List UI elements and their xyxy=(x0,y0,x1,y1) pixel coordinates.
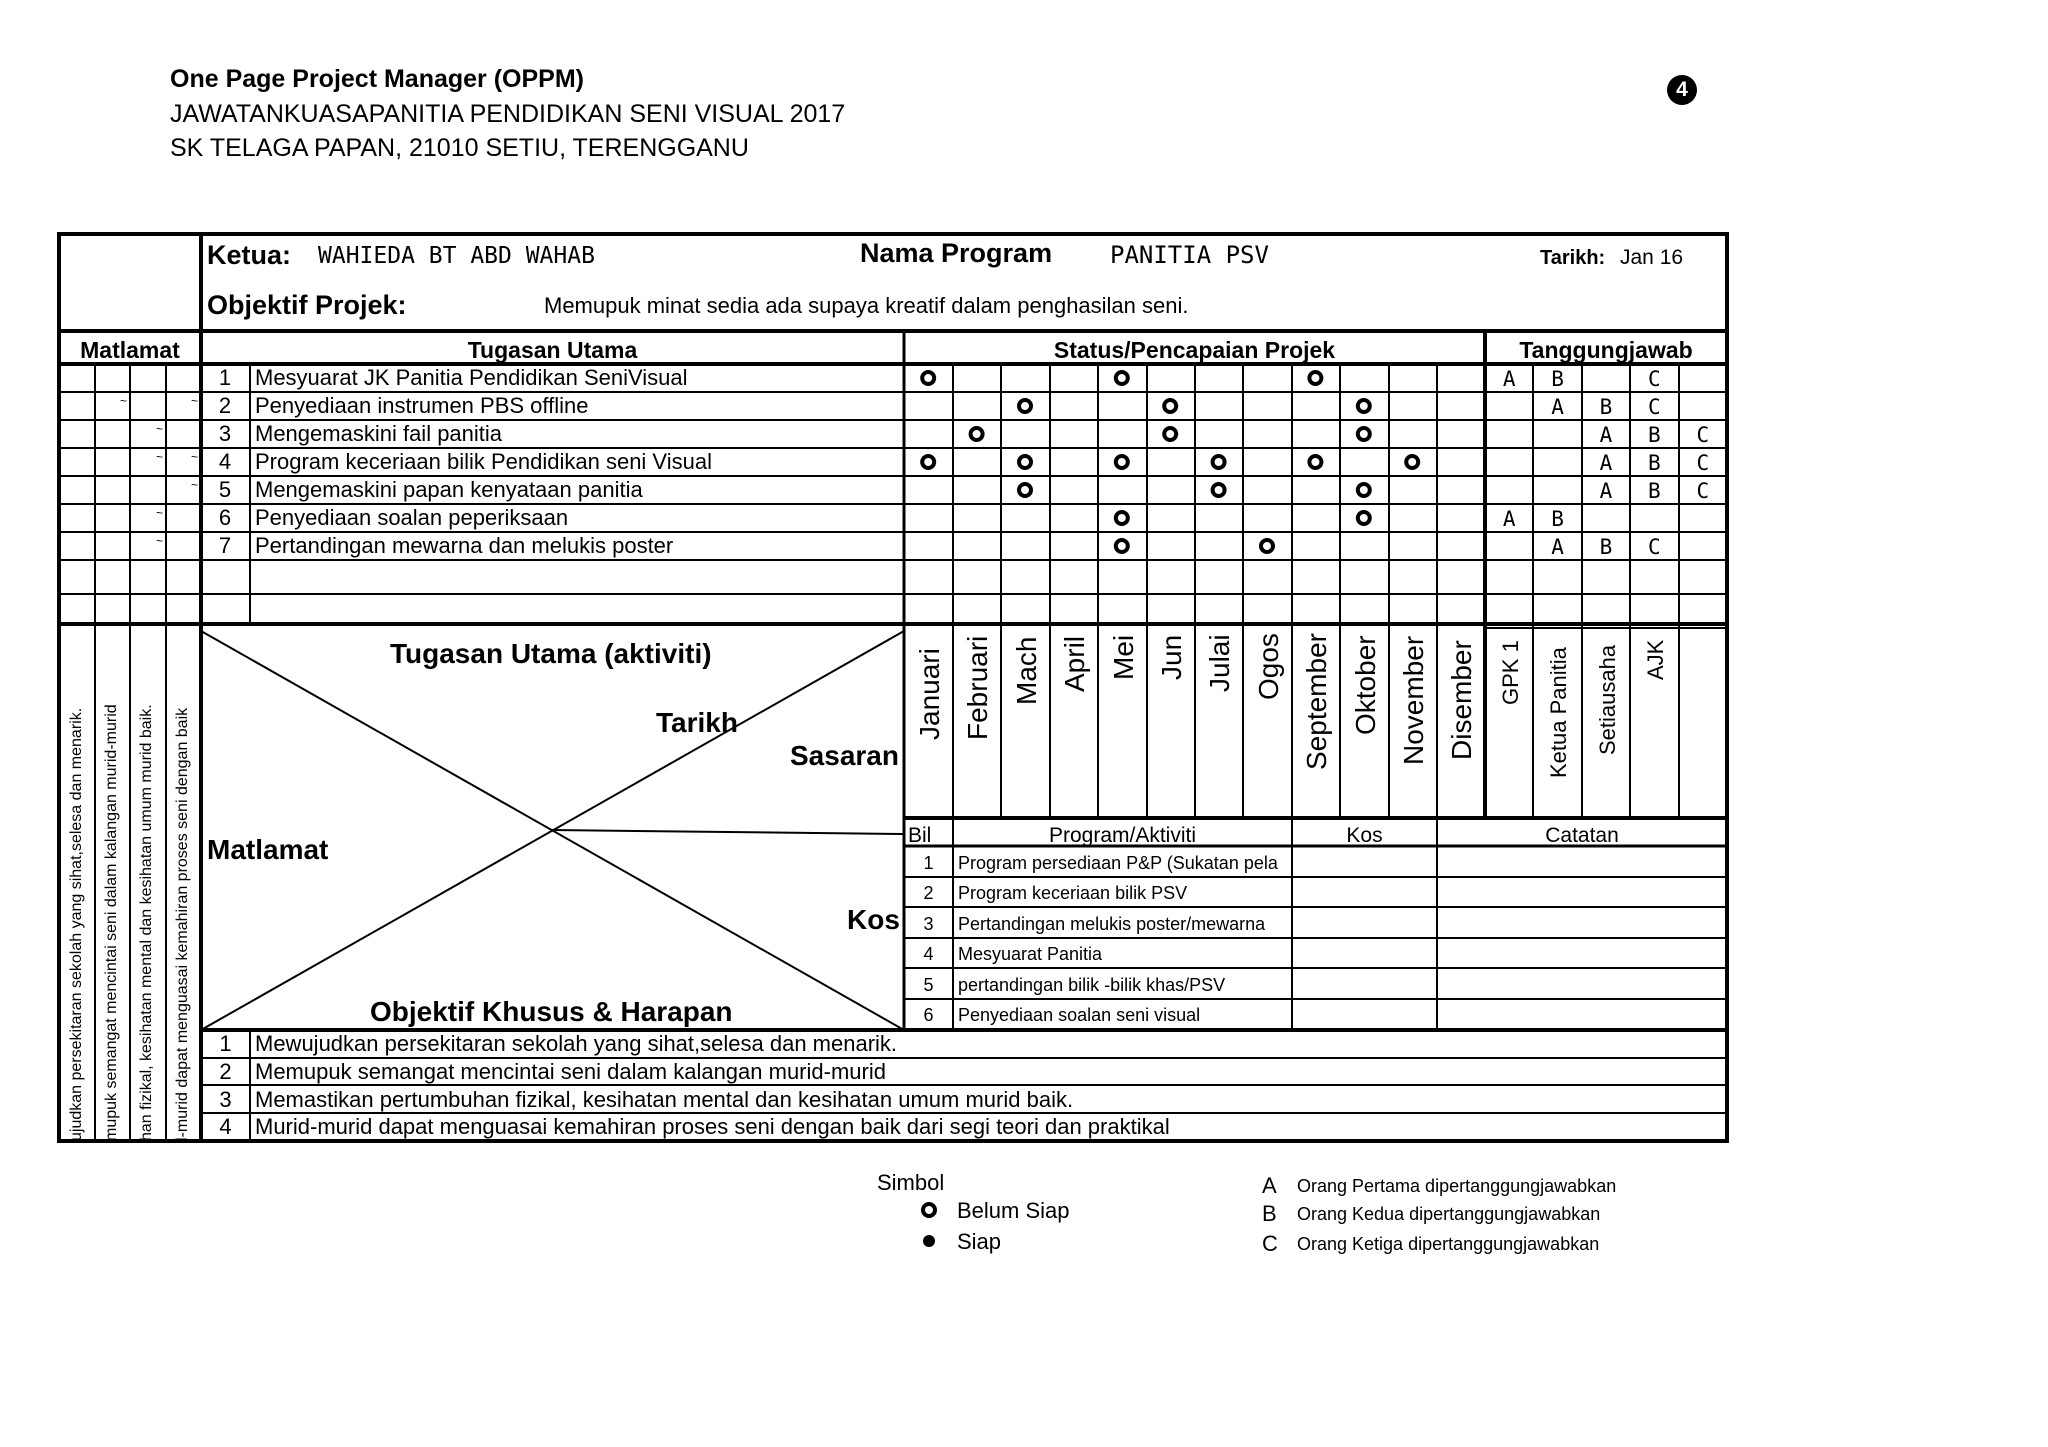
month-label: April xyxy=(1059,635,1090,692)
month-label: Julai xyxy=(1204,634,1235,692)
objektif-value: Memupuk minat sedia ada supaya kreatif dalam penghasilan seni. xyxy=(544,293,1189,318)
objective-no: 3 xyxy=(219,1087,232,1112)
responsibility-letter: C xyxy=(1648,535,1661,559)
program-row-name: Mesyuarat Panitia xyxy=(958,944,1103,964)
legend-b-key: B xyxy=(1262,1201,1277,1226)
ketua-value: WAHIEDA BT ABD WAHAB xyxy=(318,243,595,269)
legend-a-key: A xyxy=(1262,1173,1277,1198)
task-name: Penyediaan soalan peperiksaan xyxy=(255,505,569,530)
legend-siap: Siap xyxy=(957,1229,1002,1254)
matlamat-header: Matlamat xyxy=(80,337,180,363)
matlamat-goal-2: mupuk semangat mencintai seni dalam kalangan murid-murid xyxy=(103,704,120,1141)
role-label: Setiausaha xyxy=(1595,644,1620,755)
task-name: Program keceriaan bilik Pendidikan seni Visual xyxy=(255,449,712,474)
task-name: Mesyuarat JK Panitia Pendidikan SeniVisual xyxy=(255,365,688,390)
program-row-bil: 2 xyxy=(923,883,934,903)
document-title: One Page Project Manager (OPPM) xyxy=(170,65,584,93)
responsibility-letter: C xyxy=(1696,451,1710,475)
month-label: Jun xyxy=(1156,634,1187,680)
legend-c-key: C xyxy=(1262,1231,1278,1256)
diagram-tugasan-label: Tugasan Utama (aktiviti) xyxy=(390,638,712,669)
role-label: AJK xyxy=(1643,639,1668,680)
matlamat-link-mark: ~ xyxy=(155,422,163,436)
objective-no: 4 xyxy=(219,1114,232,1139)
school-address: SK TELAGA PAPAN, 21010 SETIU, TERENGGANU xyxy=(170,134,749,162)
diagram-kos-label: Kos xyxy=(847,904,900,935)
matlamat-link-mark: ~ xyxy=(155,534,163,548)
task-name: Mengemaskini fail panitia xyxy=(255,421,503,446)
responsibility-letter: B xyxy=(1648,451,1661,475)
responsibility-letter: B xyxy=(1599,535,1613,559)
ketua-label: Ketua: xyxy=(207,240,292,270)
responsibility-letter: B xyxy=(1648,423,1661,447)
legend-a-text: Orang Pertama dipertanggungjawabkan xyxy=(1297,1176,1617,1196)
responsibility-letter: A xyxy=(1599,451,1613,475)
responsibility-letter: B xyxy=(1599,395,1613,419)
legend-b-text: Orang Kedua dipertanggungjawabkan xyxy=(1297,1204,1601,1224)
month-label: Disember xyxy=(1446,640,1477,760)
month-label: November xyxy=(1398,635,1429,765)
diagram-tarikh-label: Tarikh xyxy=(656,707,738,738)
responsibility-letter: A xyxy=(1502,507,1516,531)
task-no: 5 xyxy=(218,477,232,502)
month-label: Mach xyxy=(1011,636,1042,705)
program-row-bil: 5 xyxy=(923,975,934,995)
diagram-objektif-label: Objektif Khusus & Harapan xyxy=(370,996,733,1027)
program-row-bil: 4 xyxy=(923,944,934,964)
legend-c-text: Orang Ketiga dipertanggungjawabkan xyxy=(1297,1234,1600,1254)
task-no: 7 xyxy=(218,533,232,558)
matlamat-goal-3: han fizikal, kesihatan mental dan kesihatan umum murid baik. xyxy=(138,704,155,1141)
matlamat-link-mark: ~ xyxy=(190,450,198,464)
program-table-catatan-header: Catatan xyxy=(1545,824,1619,847)
task-no: 3 xyxy=(218,421,232,446)
program-row-bil: 1 xyxy=(923,853,934,873)
task-no: 6 xyxy=(218,505,232,530)
program-row-name: Penyediaan soalan seni visual xyxy=(958,1005,1201,1025)
matlamat-link-mark: ~ xyxy=(119,394,127,408)
tugasan-header: Tugasan Utama xyxy=(467,337,638,363)
month-label: Ogos xyxy=(1253,633,1284,700)
tarikh-label: Tarikh: xyxy=(1540,247,1606,269)
responsibility-letter: B xyxy=(1551,507,1564,531)
matlamat-link-mark: ~ xyxy=(155,450,163,464)
open-circle-icon xyxy=(923,1204,935,1216)
responsibility-letter: A xyxy=(1599,423,1613,447)
legend-belum-siap: Belum Siap xyxy=(957,1198,1070,1223)
program-table-kos-header: Kos xyxy=(1346,824,1383,847)
objective-no: 1 xyxy=(219,1031,232,1056)
task-name: Penyediaan instrumen PBS offline xyxy=(255,393,589,418)
role-label: Ketua Panitia xyxy=(1546,647,1571,778)
responsibility-letter: C xyxy=(1648,395,1661,419)
task-no: 2 xyxy=(218,393,232,418)
task-no: 1 xyxy=(218,365,232,390)
tanggungjawab-header: Tanggungjawab xyxy=(1519,337,1693,363)
task-name: Mengemaskini papan kenyataan panitia xyxy=(255,477,643,502)
tarikh-value: Jan 16 xyxy=(1620,246,1684,269)
responsibility-letter: A xyxy=(1551,395,1564,419)
month-label: Mei xyxy=(1108,634,1139,680)
matlamat-link-mark: ~ xyxy=(190,394,198,408)
matlamat-goal-1: ujudkan persekitaran sekolah yang sihat,selesa dan menarik. xyxy=(68,707,85,1141)
objective-text: Murid-murid dapat menguasai kemahiran proses seni dengan baik dari segi teori dan praktikal xyxy=(255,1114,1170,1139)
objective-text: Memupuk semangat mencintai seni dalam kalangan murid-murid xyxy=(255,1059,886,1084)
status-header: Status/Pencapaian Projek xyxy=(1053,337,1336,363)
program-row-bil: 3 xyxy=(923,914,934,934)
program-name-label: Nama Program xyxy=(860,238,1052,268)
month-label: Februari xyxy=(962,635,993,740)
responsibility-letter: A xyxy=(1551,535,1564,559)
objective-text: Mewujudkan persekitaran sekolah yang sihat,selesa dan menarik. xyxy=(255,1031,898,1056)
program-row-name: Program keceriaan bilik PSV xyxy=(958,883,1188,903)
task-name: Pertandingan mewarna dan melukis poster xyxy=(255,533,674,558)
program-row-name: Program persediaan P&P (Sukatan pela xyxy=(958,853,1278,873)
responsibility-letter: C xyxy=(1648,367,1661,391)
responsibility-letter: C xyxy=(1696,423,1710,447)
task-no: 4 xyxy=(218,449,232,474)
program-table-program-header: Program/Aktiviti xyxy=(1048,824,1197,847)
program-name-value: PANITIA PSV xyxy=(1110,241,1269,269)
month-label: Januari xyxy=(914,648,945,740)
legend-simbol: Simbol xyxy=(877,1170,945,1195)
matlamat-goal-4: l-murid dapat menguasai kemahiran proses seni dengan baik xyxy=(174,707,191,1141)
month-label: Oktober xyxy=(1350,635,1381,735)
committee-name: JAWATANKUASAPANITIA PENDIDIKAN SENI VISUAL 2017 xyxy=(170,100,846,128)
objektif-label: Objektif Projek: xyxy=(207,290,407,320)
page-number-badge: 4 xyxy=(1667,75,1697,105)
objective-text: Memastikan pertumbuhan fizikal, kesihatan mental dan kesihatan umum murid baik. xyxy=(255,1087,1074,1112)
diagram-sasaran-label: Sasaran xyxy=(790,740,899,771)
responsibility-letter: A xyxy=(1599,479,1613,503)
responsibility-letter: C xyxy=(1696,479,1710,503)
month-label: September xyxy=(1301,633,1332,770)
responsibility-letter: B xyxy=(1648,479,1661,503)
objective-no: 2 xyxy=(219,1059,232,1084)
responsibility-letter: A xyxy=(1502,367,1516,391)
matlamat-link-mark: ~ xyxy=(155,506,163,520)
responsibility-letter: B xyxy=(1551,367,1564,391)
program-row-name: Pertandingan melukis poster/mewarna xyxy=(958,914,1266,934)
program-row-bil: 6 xyxy=(923,1005,934,1025)
diagram-matlamat-label: Matlamat xyxy=(207,834,329,865)
program-table-bil-header: Bil xyxy=(908,824,932,847)
filled-circle-icon xyxy=(923,1235,935,1247)
program-row-name: pertandingan bilik -bilik khas/PSV xyxy=(958,975,1226,995)
matlamat-link-mark: ~ xyxy=(190,478,198,492)
role-label: GPK 1 xyxy=(1498,640,1523,705)
